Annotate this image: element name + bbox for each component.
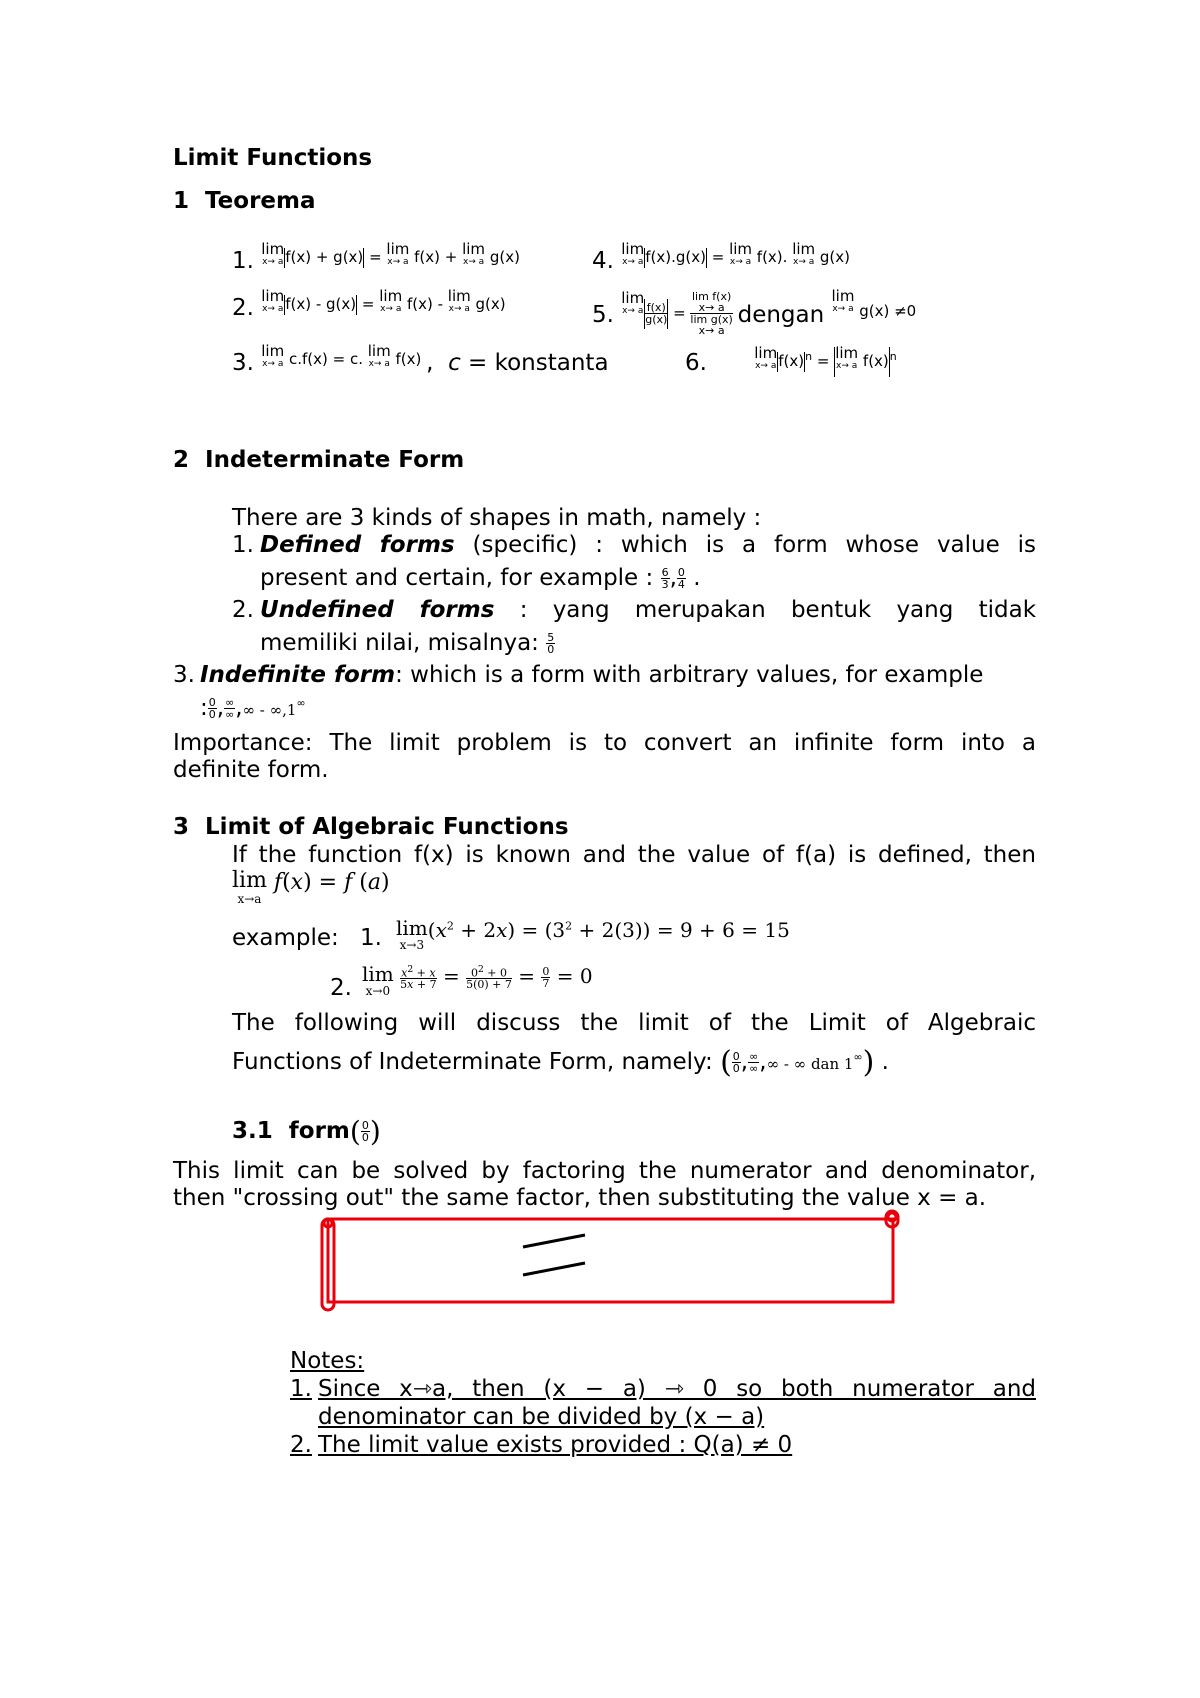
section-3-title: Limit of Algebraic Functions bbox=[205, 814, 569, 840]
page-title: Limit Functions bbox=[173, 145, 373, 171]
notes-title: Notes: bbox=[290, 1348, 365, 1374]
example-1-expr: lim x→3 $(x^2 + 2x) = (3^2 + 2(3)) = 9 + 6 = 15$ bbox=[396, 916, 790, 952]
shapes-intro: There are 3 kinds of shapes in math, namely : bbox=[232, 505, 762, 531]
theorem-1-number: 1. bbox=[232, 248, 254, 274]
theorem-4-number: 4. bbox=[592, 248, 614, 274]
theorem-3 bbox=[232, 342, 609, 376]
theorem-6-number: 6. bbox=[685, 350, 707, 376]
undefined-forms-term: Undefined forms bbox=[260, 597, 495, 623]
note-1-number: 1. bbox=[290, 1376, 312, 1402]
theorem-6 bbox=[685, 344, 897, 381]
theorem-2 bbox=[232, 287, 506, 321]
indefinite-form-term: Indefinite form bbox=[200, 662, 396, 688]
theorem-3-tail: , c = konstanta bbox=[426, 350, 609, 376]
importance-line2: definite form. bbox=[173, 757, 329, 783]
section-1-heading bbox=[173, 188, 316, 214]
section-3-formula: lim x→a f(x) = f (a) bbox=[232, 868, 390, 906]
example-label: example: bbox=[232, 925, 339, 951]
note-2-text: The limit value exists provided : Q(a) ≠ 0 bbox=[318, 1432, 793, 1458]
item-1-line1: Defined forms (specific) : which is a form whose value is bbox=[260, 532, 1037, 558]
item-2-number: 2. bbox=[232, 597, 254, 623]
theorem-1-expr: lim x→ a f(x) + g(x) = lim x→ a f(x) + lim x→ a g(x) bbox=[261, 240, 520, 267]
section-2-title: Indeterminate Form bbox=[205, 447, 465, 473]
defined-forms-term: Defined forms bbox=[260, 532, 455, 558]
section-1-number: 1 bbox=[173, 188, 190, 214]
item-2-line2: memiliki nilai, misalnya: $\frac{5}{0}$ bbox=[260, 630, 555, 656]
theorem-5 bbox=[592, 287, 917, 340]
importance-line1: Importance: The limit problem is to convert an infinite form into a bbox=[173, 730, 1036, 756]
section-2-number: 2 bbox=[173, 447, 190, 473]
section-31-number: 3.1 bbox=[232, 1118, 273, 1144]
section-31-heading: 3.1 form( $\frac{0}{0}$ ) bbox=[232, 1115, 381, 1148]
note-1-line2: denominator can be divided by (x − a) bbox=[318, 1404, 765, 1430]
item-1-line2: present and certain, for example : $\frac{6}{3}$ , $\frac{0}{4}$ . bbox=[260, 565, 701, 591]
example-fraction-6-3: $\frac{6}{3}$ bbox=[661, 566, 669, 591]
equals-sign-icon bbox=[523, 1235, 585, 1275]
theorem-4 bbox=[592, 240, 851, 274]
theorem-5-condition: lim x→ a g(x) ≠0 bbox=[831, 287, 917, 320]
following-line2: Functions of Indeterminate Form, namely: ( $\frac{0}{0}$ , $\frac{\infty}{\infty}$ ,∞ - ∞ dan 1∞) . bbox=[232, 1045, 889, 1080]
item-2-line1: Undefined forms : yang merupakan bentuk yang tidak bbox=[260, 597, 1037, 623]
section-31-title: form bbox=[288, 1118, 350, 1144]
example-2-expr: lim x→0 $\frac{x^2 + x}{5x + 7}$ = $\frac{0^2 + 0}{5(0) + 7}$ = $\frac{0}{7}$ = 0 bbox=[362, 962, 593, 998]
theorem-5-condition-word: dengan bbox=[737, 302, 825, 328]
item-3-number: 3. bbox=[173, 662, 195, 688]
section-3-number: 3 bbox=[173, 814, 190, 840]
example-fraction-5-0: $\frac{5}{0}$ bbox=[547, 631, 555, 656]
section-1-title: Teorema bbox=[205, 188, 316, 214]
item-3-line2: : $\frac{0}{0}$ , $\frac{\infty}{\infty}$ ,∞ - ∞,1∞ bbox=[200, 695, 306, 721]
scroll-banner-outline bbox=[322, 1211, 898, 1310]
example-2-number: 2. bbox=[330, 975, 352, 1001]
theorem-3-expr: lim x→ a c.f(x) = c. lim x→ a f(x) bbox=[261, 342, 427, 369]
theorem-6-expr: lim x→ a $f(x)^n = \lim$ x→ a $f(x)^n$ bbox=[754, 352, 897, 370]
item-3-line1: Indefinite form: which is a form with arbitrary values, for example bbox=[200, 662, 984, 688]
following-line1: The following will discuss the limit of the Limit of Algebraic bbox=[232, 1010, 1036, 1036]
item-1-number: 1. bbox=[232, 532, 254, 558]
theorem-3-number: 3. bbox=[232, 350, 254, 376]
note-1-line1: Since x⇾a, then (x − a) ⇾ 0 so both numerator and bbox=[318, 1376, 1036, 1402]
section-31-line2: then "crossing out" the same factor, then substituting the value x = a. bbox=[173, 1185, 987, 1211]
section-3-heading bbox=[173, 814, 569, 840]
section-3-line1: If the function f(x) is known and the value of f(a) is defined, then bbox=[232, 842, 1036, 868]
theorem-5-number: 5. bbox=[592, 302, 614, 328]
section-31-line1: This limit can be solved by factoring the numerator and denominator, bbox=[173, 1158, 1036, 1184]
scroll-banner bbox=[320, 1205, 900, 1315]
example-fraction-0-4: $\frac{0}{4}$ bbox=[677, 566, 685, 591]
example-1-number: 1. bbox=[360, 925, 382, 951]
section-2-heading bbox=[173, 447, 464, 473]
theorem-5-expr: lim x→ a $\frac{f(x)}{g(x)}$ = lim f(x) x→ a lim g(x) x→ a bbox=[621, 289, 733, 337]
theorem-2-expr: lim x→ a f(x) - g(x) = lim x→ a f(x) - lim x→ a g(x) bbox=[261, 287, 506, 314]
theorem-1 bbox=[232, 240, 520, 274]
note-2-number: 2. bbox=[290, 1432, 312, 1458]
theorem-2-number: 2. bbox=[232, 295, 254, 321]
theorem-4-expr: lim x→ a f(x).g(x) = lim x→ a f(x). lim x→ a g(x) bbox=[621, 240, 851, 267]
